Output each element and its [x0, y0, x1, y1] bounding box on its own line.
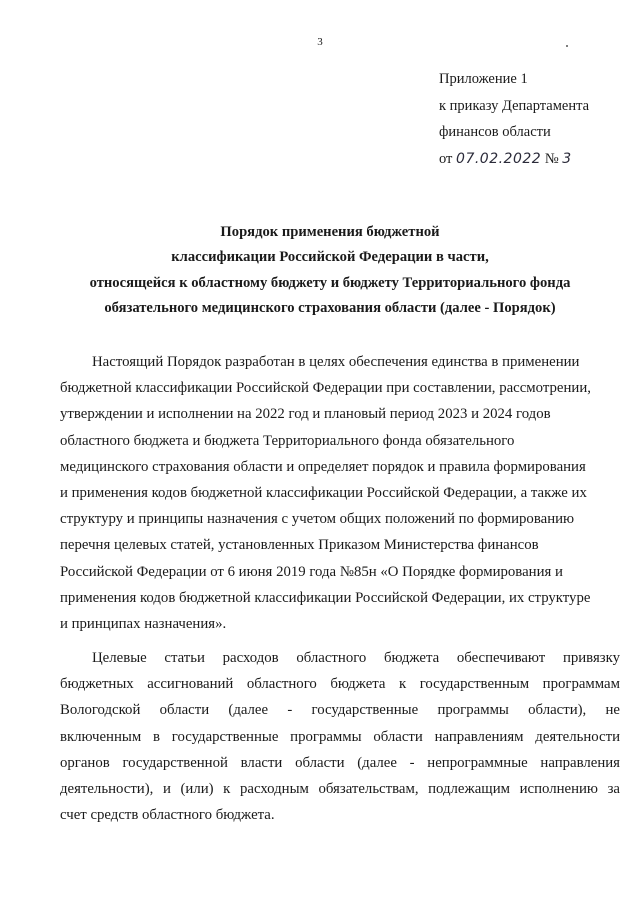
attachment-line-2: к приказу Департамента [439, 97, 590, 114]
handwritten-date: 07.02.2022 [456, 150, 542, 167]
paragraph-line: Настоящий Порядок разработан в целях обеспечения единства в применении [92, 354, 580, 370]
paragraph-line: счет средств областного бюджета. [60, 807, 275, 824]
paragraph-line: применения кодов бюджетной классификации Российской Федерации, их структуре [60, 589, 591, 606]
paragraph-line: и применения кодов бюджетной классификации Российской Федерации, а также их [60, 485, 587, 502]
paragraph-2 [60, 645, 620, 828]
attachment-date-line [439, 146, 589, 173]
handwritten-number: 3 [562, 150, 572, 167]
attachment-line-1: Приложение 1 [439, 71, 528, 87]
paragraph-line: утверждении и исполнении на 2022 год и плановый период 2023 и 2024 годов [60, 406, 551, 423]
paragraph-1 [60, 349, 620, 637]
attachment-block [439, 66, 589, 172]
page-number: 3 [317, 36, 323, 48]
attachment-line-3: финансов области [439, 124, 551, 140]
title-line: обязательного медицинского страхования области (далее - Порядок) [104, 300, 556, 317]
number-prefix: № [544, 150, 559, 167]
date-prefix: от [439, 150, 453, 167]
scan-speck [566, 45, 568, 47]
title-line: относящейся к областному бюджету и бюджету Территориального фонда [89, 274, 571, 291]
paragraph-line: органов государственной власти области (далее - непрограммные направления [60, 754, 620, 771]
title-line: классификации Российской Федерации в части, [171, 249, 489, 266]
paragraph-line: областного бюджета и бюджета Территориального фонда обязательного [60, 432, 515, 449]
paragraph-line: Целевые статьи расходов областного бюджета обеспечивают привязку [92, 650, 620, 666]
paragraph-line: перечня целевых статей, установленных Приказом Министерства финансов [60, 537, 539, 554]
title-line: Порядок применения бюджетной [220, 224, 440, 240]
document-title [60, 220, 600, 322]
paragraph-line: структуру и принципы назначения с учетом общих положений по формированию [60, 511, 575, 528]
paragraph-line: Вологодской области (далее - государственные программы области), не [60, 702, 620, 719]
paragraph-line: Российской Федерации от 6 июня 2019 года №85н «О Порядке формирования и [60, 563, 563, 580]
paragraph-line: включенным в государственные программы области направлениям деятельности [60, 728, 620, 745]
paragraph-line: деятельности), и (или) к расходным обязательствам, подлежащим исполнению за [60, 781, 620, 798]
paragraph-line: бюджетных ассигнований областного бюджета к государственным программам [60, 676, 620, 693]
paragraph-line: медицинского страхования области и определяет порядок и правила формирования [60, 458, 586, 475]
paragraph-line: бюджетной классификации Российской Федерации при составлении, рассмотрении, [60, 380, 591, 397]
paragraph-line: и принципах назначения». [60, 616, 227, 633]
